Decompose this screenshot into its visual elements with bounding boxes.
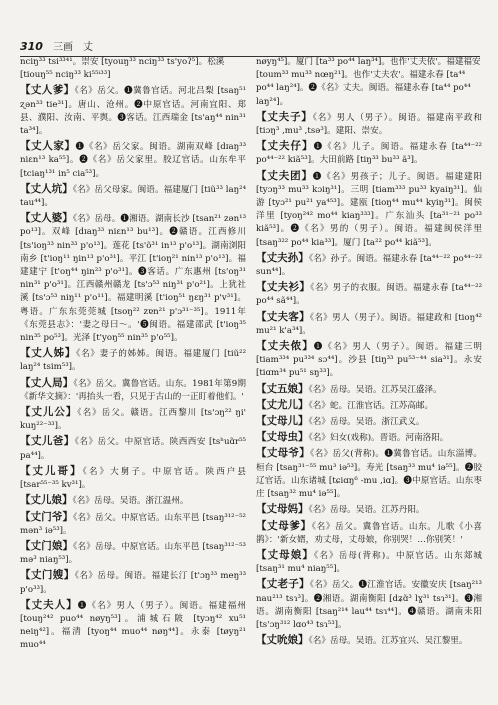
entry-text: 《名》岳父。中原官话。陕西西安 [tsʰuɑ̃r⁵⁵ pa⁴⁴]。 bbox=[20, 437, 246, 461]
dictionary-entry bbox=[256, 340, 482, 381]
dictionary-entry bbox=[256, 311, 482, 338]
headword: 【 丈吮娘 】 bbox=[256, 634, 309, 646]
left-column bbox=[20, 56, 246, 696]
dictionary-entry bbox=[256, 447, 482, 501]
entry-text: 《名》岳父。❶江淮官话。安徽安庆 [tsaŋ²¹³ nau²¹³ tsɿ³]。❷湘语。湖南衡阳 [dʑɑ̃³ lɣ³¹ tsɿ³¹]。❸湘语。湖南衡阳 [tsaŋ²¹⁴ lau⁴⁴ tsɿ⁴⁴]。❹赣语。湖南耒阳 [ts'ɔŋ³¹² lɑo⁴³ tsɿ⁵³]。 bbox=[256, 580, 482, 630]
right-column bbox=[256, 56, 482, 696]
dictionary-entry bbox=[256, 252, 482, 279]
header-char: 丈 bbox=[82, 42, 93, 53]
entry-text: 《名》蛇。江淮官话。江苏高邮。 bbox=[308, 400, 434, 411]
headword: 【 丈夫子 】 bbox=[256, 111, 313, 123]
entry-text: ❶《名》男人（男子）。闽语。福建三明 [tiam³³⁴ pu³³⁴ sɔ⁴⁴]。沙县 [tiŋ³³ pu⁵³⁻⁴⁴ sia³¹]。永安 [tiɑm³⁴ pu⁵¹ sŋ³³]。 bbox=[256, 342, 482, 379]
entry-text: 《名》岳母。吴语。江苏吴江盛泽。 bbox=[308, 384, 442, 395]
entry-text: 《名》孙子。闽语。福建永春 [ta⁴⁴⁻²² po⁴⁴⁻²² sun⁴⁴]。 bbox=[256, 253, 482, 278]
headword: 【 丈儿公 】 bbox=[20, 406, 77, 418]
headword: 【 丈门嫂 】 bbox=[20, 569, 75, 581]
dictionary-entry bbox=[256, 549, 482, 576]
page-header bbox=[20, 38, 480, 57]
entry-text: 《名》大舅子。中原官话。陕西户县 [tsar⁵⁵⁻³⁵ kv³¹]。 bbox=[20, 466, 246, 491]
section-title: 三画 bbox=[52, 42, 73, 53]
entry-text: 《名》岳父。冀鲁官话。山东。1981年第9期《新华文摘》：'再抬头一看，只见于古山的一正盯着他们。' bbox=[20, 378, 246, 402]
dictionary-entry bbox=[20, 377, 246, 404]
headword: 【 丈夫孙 】 bbox=[256, 252, 309, 264]
dictionary-entry bbox=[256, 503, 482, 517]
entry-text: 《名》岳母。吴语。浙江温州。 bbox=[72, 496, 189, 507]
dictionary-entry bbox=[20, 599, 246, 653]
entry-text: ❶《名》儿子。闽语。福建永春 [ta⁴⁴⁻²² po⁴⁴⁻²² kiã⁵³]。大田前路 [tiŋ³³ bu³³ ã³]。 bbox=[256, 142, 482, 166]
headword: 【 丈母娘 】 bbox=[256, 549, 314, 561]
dictionary-entry bbox=[256, 170, 482, 250]
dictionary-entry bbox=[20, 84, 246, 138]
dictionary-entry bbox=[20, 511, 246, 538]
headword: 【 丈夫团 】 bbox=[256, 170, 313, 182]
entry-text: 《名》岳父。中原官话。山东平邑 [tsaŋ³¹²⁻⁵² mən³ iə⁵³]。 bbox=[20, 512, 246, 536]
entry-continuation bbox=[20, 56, 246, 82]
headword: 【 丈夫客 】 bbox=[256, 311, 310, 323]
entry-text: 《名》男人（男子）。闽语。福建南平政和 [tiɔŋ³ ,mu³ ,tsə³]。建阳、崇安。 bbox=[256, 112, 482, 137]
entry-text: 《名》妇女(戏称)。晋语。河南洛阳。 bbox=[308, 433, 449, 444]
entry-text: 《名》岳父(背称)。❶冀鲁官话。山东淄博。桓台 [tsaŋ³¹⁻⁵⁵ mu³ iə⁵³]。寿光 [tsaŋ³³ mu⁴ iə⁵⁵]。❷胶辽官话。山东诸城 [tɕiɑŋ⁶ -mu ,iɑ]。❸中原官话。山东枣庄 [tsaŋ³² mu⁴ iə⁵⁵]。 bbox=[256, 449, 482, 500]
headword: 【 丈人爹 】 bbox=[20, 84, 75, 96]
dictionary-entry bbox=[20, 435, 246, 462]
dictionary-entry bbox=[256, 140, 482, 167]
headword: 【 丈儿爸 】 bbox=[20, 435, 75, 447]
headword: 【 丈夫人 】 bbox=[20, 599, 78, 611]
entry-text: 《名》岳母。❶湘语。湖南长沙 [tsan²¹ zən¹³ po¹³]。双峰 [dɪaŋ³³ niɛn¹³ bu¹³]。❷赣语。江西修川 [ts'ioŋ³³ nin³³ p'o¹³]。莲花 [ts'õ³¹ in¹³ p'o¹³]。湖南浏阳南乡 [t'ioŋ¹¹ ŋin¹³ p'o³¹]。平江 [t'ioŋ²¹ nin¹³ p'o¹³]。福建建宁 [t'oŋ⁴⁴ ŋin²³ p'o³¹]。❸客话。广东惠州 [ts'oŋ³¹ nin³¹ p'o³¹]。江西赣州赣龙 [ts'ɔ⁵³ niŋ³¹ p'o²¹]。上犹社溪 [ts'ɔ⁵³ niŋ¹¹ p'o¹¹]。福建明溪 [t'ioŋ⁵¹ ŋɛŋ³¹ p'v³¹]。粤语。广东东莞莞城 [tsoŋ²² zɐn²¹ p'ɔ³¹⁻³⁵]。1911年《东莞县志》：'妻之母曰～。'❺闽语。福建邵武 [t'ioŋ³⁵ nin³⁵ po⁵³]。光泽 [t'yoŋ⁵⁵ nin³⁵ p'o⁵⁵]。 bbox=[20, 214, 246, 344]
dictionary-entry bbox=[256, 111, 482, 138]
entry-text: nciŋ³³ tsi³³⁴¹。崇安 [tyouŋ³³ nciŋ³³ ts'yoʔ⁵]。松溪 [tiouŋ⁵⁵ nciŋ³³ ki⁵⁵ⁱ³³] bbox=[20, 57, 225, 81]
dictionary-entry bbox=[256, 399, 482, 413]
dictionary-entry bbox=[256, 520, 482, 547]
entry-text: 《名》岳母。吴语。江苏宜兴、吴江黎里。 bbox=[308, 636, 468, 647]
headword: 【 丈母妈 】 bbox=[256, 503, 309, 515]
entry-text: 《名》岳父。❶冀鲁官话。河北吕梨 [tsaŋ⁵¹ ʐən³³ tie³¹]。唐山、沧州。❷中原官话。河南宜阳、郑县、濮阳、汝南、平舆。❸客话。江西瑞金 [ts'aŋ⁴⁴ nin³¹ ta³⁴]。 bbox=[20, 86, 246, 137]
entry-text: nøyŋ⁴⁵]。厦门 [ta³³ po⁴⁴ laŋ³⁴]。也作'丈夫依'。福建福安 [toum³³ mu³³ nœŋ²¹]。也作'丈夫农'。福建永春 [ta⁴⁴ po⁴⁴ laŋ²⁴]。❷《名》丈夫。闽语。福建永春 [ta⁴⁴ po⁴⁴ laŋ²⁴]。 bbox=[256, 57, 481, 107]
dictionary-entry bbox=[256, 431, 482, 445]
entry-text: 《名》岳母。吴语。江苏丹阳。 bbox=[308, 505, 425, 516]
dictionary-entry bbox=[20, 347, 246, 374]
entry-text: ❶《名》男孩子；儿子。闽语。福建建阳 [tyɔŋ³³ mu³³ kɔiŋ³¹]。三明 [tiam³³³ pu³³ kyaiŋ³¹]。仙游 [tyɔ²¹ pu²¹ ya⁴⁵³]。建瓯 [tioŋ⁴⁴ mu⁴⁴ kyiŋ³¹]。闽侯洋里 [tyoŋ²⁴² mo⁴⁴ kiaŋ³³³]。广东汕头 [ta³¹⁻²¹ po³³ kiã⁵³]。❷《名》男的（男子）。闽语。福建闽侯洋里 [tsaŋ³²² po⁴⁴ kia³³]。厦门 [ta²² po⁴⁴ kiã⁵³]。 bbox=[256, 171, 482, 248]
entry-text: 《名》岳母。中原官话。山东平邑 [tsaŋ³¹²⁻⁵³ mə³ niaŋ⁵³]。 bbox=[20, 541, 246, 566]
headword: 【 丈人姊 】 bbox=[20, 347, 76, 359]
dictionary-entry bbox=[256, 634, 482, 648]
columns bbox=[20, 56, 482, 696]
dictionary-entry bbox=[20, 212, 246, 345]
headword: 【 丈夫侬 】 bbox=[256, 340, 314, 352]
headword: 【 丈儿哥 】 bbox=[20, 465, 83, 477]
dictionary-entry bbox=[256, 578, 482, 632]
headword: 【 丈人家 】 bbox=[20, 140, 76, 152]
dictionary-entry bbox=[20, 569, 246, 596]
headword: 【 丈门娘 】 bbox=[20, 540, 73, 552]
entry-text: 《名》岳母(背称)。中原官话。山东郯城 [tsaŋ³¹ mu⁴ niaŋ⁵⁵]。 bbox=[256, 550, 482, 575]
dictionary-entry bbox=[20, 183, 246, 210]
dictionary-entry bbox=[20, 140, 246, 181]
entry-text: 《名》岳父。赣语。江西黎川 [ts'ɔŋ²² ŋi' kuŋ²²⁻³³]。 bbox=[20, 408, 246, 432]
entry-text: 《名》岳父。冀鲁官话。山东。儿歌《小喜鹊》：'新女婿，劝丈母，丈母娘，你别哭！…你别笑！' bbox=[256, 521, 482, 545]
dictionary-entry bbox=[20, 465, 246, 492]
headword: 【 丈母爹 】 bbox=[256, 520, 312, 532]
entry-text: 《名》男人（男子）。闽语。福建政和 [tioŋ⁴² mu²¹ k'a³⁴]。 bbox=[256, 312, 482, 336]
headword: 【 丈人坑 】 bbox=[20, 183, 73, 195]
dictionary-entry bbox=[256, 415, 482, 429]
headword: 【 丈人局 】 bbox=[20, 377, 73, 389]
dictionary-entry bbox=[20, 540, 246, 567]
entry-text: 《名》岳母。吴语。浙江武义。 bbox=[308, 417, 425, 428]
entry-text: 《名》男子的衣服。闽语。福建永春 [ta⁴⁴⁻²² po⁴⁴ sã⁴⁴]。 bbox=[256, 283, 482, 307]
headword: 【 丈五娘 】 bbox=[256, 383, 309, 395]
dictionary-entry bbox=[256, 383, 482, 397]
entry-text: 《名》岳父母家。闽语。福建厦门 [tiũ³³ laŋ²⁴ tau⁴⁴]。 bbox=[20, 184, 246, 209]
entry-text: 《名》岳母。闽语。福建长汀 [t'ɔŋ³³ meŋ³³ p'o³³]。 bbox=[20, 571, 246, 595]
dictionary-entry bbox=[20, 494, 246, 508]
dictionary-entry bbox=[256, 281, 482, 308]
headword: 【 丈夫衫 】 bbox=[256, 281, 310, 293]
headword: 【 丈人婆 】 bbox=[20, 212, 73, 224]
headword: 【 丈门爷 】 bbox=[20, 511, 73, 523]
entry-text: ❶《名》岳父家。闽语。湖南双峰 [dɪaŋ³³ niɛn¹³ ka⁵⁵]。❷《名》岳父家里。胶辽官话。山东牟平 [tciaŋ¹³¹ in⁵ cia⁵³]。 bbox=[20, 142, 246, 179]
entry-continuation bbox=[256, 56, 482, 109]
dictionary-entry bbox=[20, 406, 246, 433]
page-number: 310 bbox=[20, 40, 43, 53]
headword: 【 丈母儿 】 bbox=[256, 415, 309, 427]
entry-text: 《名》妻子的姊姊。闽语。福建厦门 [tiũ²² laŋ²⁴ tsim⁵³]。 bbox=[20, 349, 246, 373]
headword: 【 丈母爷 】 bbox=[256, 447, 310, 459]
headword: 【 丈老子 】 bbox=[256, 578, 310, 590]
headword: 【 丈母虫 】 bbox=[256, 431, 309, 443]
headword: 【 丈夫仔 】 bbox=[256, 140, 314, 152]
entry-text: ❶《名》男人（男子）。闽语。福建福州 [touŋ²⁴² puo⁴⁴ nøyŋ⁵³]。浦城石陂 [tyɔŋ⁴² xu⁵¹ neiŋ⁴²]。福清 [tyoŋ⁴⁴ muo⁴⁴ nøŋ⁴⁴]。永泰 [tøyŋ²¹ muo⁴⁴ bbox=[20, 600, 246, 651]
headword: 【 丈尤儿 】 bbox=[256, 399, 309, 411]
headword: 【 丈儿娘 】 bbox=[20, 494, 73, 506]
